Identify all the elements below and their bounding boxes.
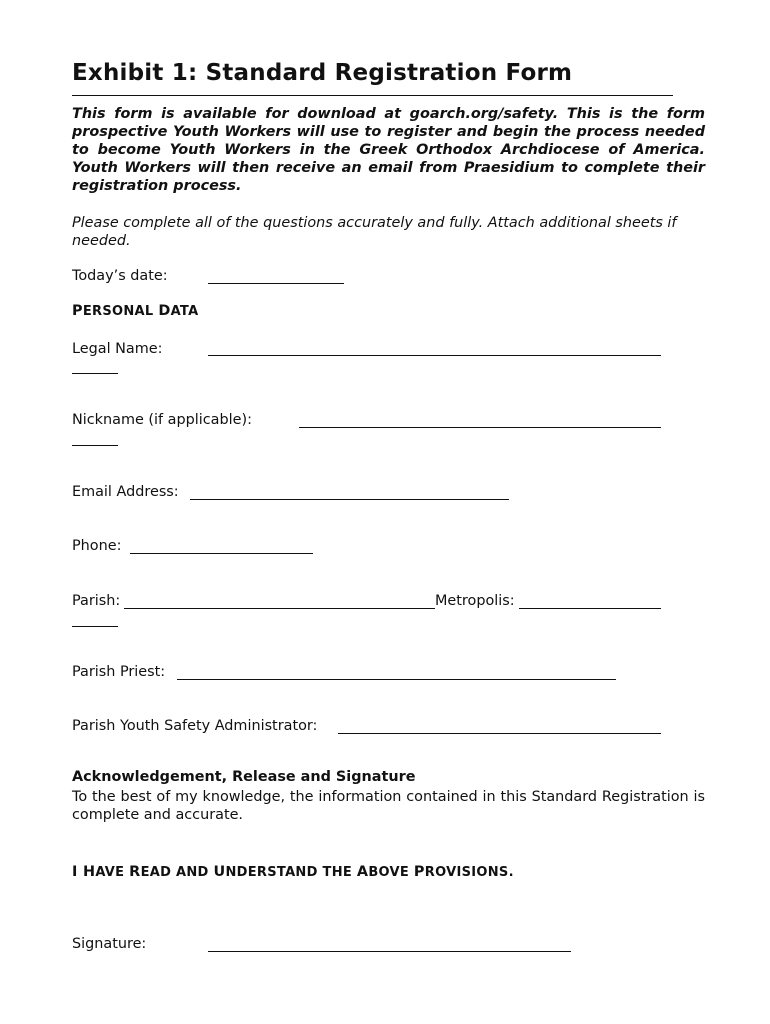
metropolis-label: Metropolis:: [435, 593, 515, 609]
page-title: Exhibit 1: Standard Registration Form: [72, 60, 573, 86]
title-divider: [72, 95, 673, 96]
acknowledgement-heading: Acknowledgement, Release and Signature: [72, 769, 416, 785]
nickname-label: Nickname (if applicable):: [72, 412, 252, 428]
date-field-line[interactable]: [208, 283, 344, 284]
nickname-field-line-continued[interactable]: [72, 445, 118, 446]
parish-label: Parish:: [72, 593, 121, 609]
parish-priest-label: Parish Priest:: [72, 664, 166, 680]
safety-admin-field-line[interactable]: [338, 733, 661, 734]
safety-admin-label: Parish Youth Safety Administrator:: [72, 718, 318, 734]
signature-field-line[interactable]: [208, 951, 571, 952]
personal-data-heading: PERSONAL DATA: [72, 303, 199, 319]
email-field-line[interactable]: [190, 499, 509, 500]
legal-name-field-line-continued[interactable]: [72, 373, 118, 374]
nickname-field-line[interactable]: [299, 427, 661, 428]
signature-label: Signature:: [72, 936, 147, 952]
phone-label: Phone:: [72, 538, 122, 554]
metropolis-field-line[interactable]: [519, 608, 661, 609]
parish-priest-field-line[interactable]: [177, 679, 616, 680]
parish-field-line[interactable]: [124, 608, 435, 609]
provisions-statement: I HAVE READ AND UNDERSTAND THE ABOVE PROVISIONS.: [72, 864, 514, 880]
acknowledgement-text: To the best of my knowledge, the information contained in this Standard Registration is complete and accurate.: [72, 789, 705, 823]
metropolis-field-line-continued[interactable]: [72, 626, 118, 627]
email-label: Email Address:: [72, 484, 179, 500]
phone-field-line[interactable]: [130, 553, 313, 554]
legal-name-field-line[interactable]: [208, 355, 661, 356]
instructions-paragraph: Please complete all of the questions accurately and fully. Attach additional sheets if needed.: [72, 215, 677, 249]
legal-name-label: Legal Name:: [72, 341, 163, 357]
date-label: Today’s date:: [72, 268, 168, 284]
intro-paragraph: This form is available for download at goarch.org/safety. This is the form prospective Youth Workers will use to register and begin the process needed to become Youth Workers in the Greek Orthodox Archdiocese of America. Youth Workers will then receive an email from Praesidium to complete their registration process.: [72, 106, 705, 194]
